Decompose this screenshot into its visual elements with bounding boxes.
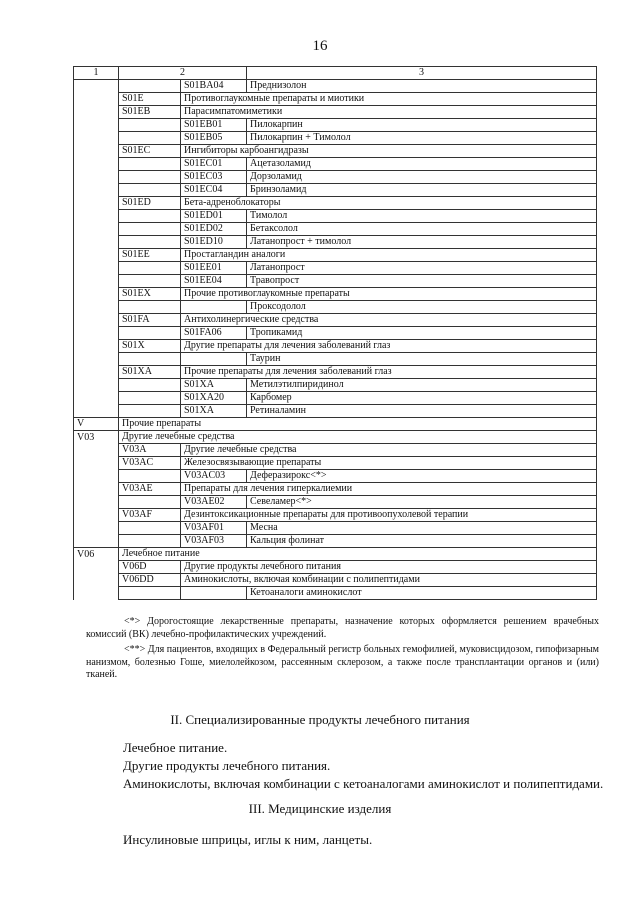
section-2-line: Лечебное питание. [123,740,228,755]
table-row [74,574,597,587]
cell-atc-code: V03AC03 [181,470,247,483]
cell-atc-code: S01ED10 [181,236,247,249]
cell-atc-code: S01EE01 [181,262,247,275]
cell-subgroup-name: Другие препараты для лечения заболеваний глаз [181,340,597,353]
cell-atc-code: S01ED01 [181,210,247,223]
cell-group-code [74,496,119,509]
cell-subgroup-code: V06DD [119,574,181,587]
cell-subgroup-code [119,80,181,93]
cell-group-code [74,353,119,366]
cell-subgroup-code [119,327,181,340]
cell-subgroup-code [119,236,181,249]
table-row [74,470,597,483]
section-2-line: Другие продукты лечебного питания. [123,758,331,773]
cell-group-code [74,522,119,535]
header-col-1: 1 [74,67,119,80]
cell-group-code [74,314,119,327]
cell-group-code [74,327,119,340]
table-row [74,535,597,548]
cell-group-code [74,249,119,262]
table-row [74,548,597,561]
cell-atc-code: S01EC04 [181,184,247,197]
cell-subgroup-name: Прочие препараты для лечения заболеваний глаз [181,366,597,379]
cell-subgroup-code: S01XA [119,366,181,379]
cell-group-code [74,171,119,184]
table-row [74,392,597,405]
cell-group-code [74,275,119,288]
cell-group-code [74,210,119,223]
table-row [74,145,597,158]
cell-group-code [74,366,119,379]
cell-drug-name: Проксодолол [247,301,597,314]
cell-group-code [74,509,119,522]
cell-subgroup-code [119,496,181,509]
cell-subgroup-code [119,301,181,314]
cell-group-name: Лечебное питание [119,548,597,561]
cell-subgroup-name: Парасимпатомиметики [181,106,597,119]
cell-atc-code: S01EC03 [181,171,247,184]
cell-subgroup-name: Простагландин аналоги [181,249,597,262]
cell-subgroup-code: V06D [119,561,181,574]
table-row [74,522,597,535]
cell-subgroup-code: V03AF [119,509,181,522]
cell-subgroup-code [119,158,181,171]
cell-group-code [74,262,119,275]
cell-atc-code: V03AF01 [181,522,247,535]
cell-subgroup-code [119,275,181,288]
cell-group-code [74,158,119,171]
footnotes [86,616,599,685]
cell-subgroup-code [119,522,181,535]
table-row [74,444,597,457]
page-number: 16 [312,38,328,54]
cell-group-code [74,132,119,145]
table-row [74,158,597,171]
cell-drug-name: Севеламер<*> [247,496,597,509]
table-row [74,80,597,93]
table-row [74,223,597,236]
section-2-title: II. Специализированные продукты лечебного питания [170,712,470,727]
cell-group-name: Другие лечебные средства [119,431,597,444]
table-row [74,418,597,431]
cell-subgroup-code [119,184,181,197]
cell-atc-code: S01EE04 [181,275,247,288]
section-2-line: Аминокислоты, включая комбинации с кетоаналогами аминокислот и полипептидами. [123,776,604,791]
cell-subgroup-code: V03AE [119,483,181,496]
cell-subgroup-code [119,379,181,392]
cell-group-code [74,301,119,314]
cell-group-code: V [74,418,119,431]
cell-drug-name: Метилэтилпиридинол [247,379,597,392]
cell-drug-name: Преднизолон [247,80,597,93]
cell-subgroup-name: Дезинтоксикационные препараты для противоопухолевой терапии [181,509,597,522]
cell-group-code [74,145,119,158]
cell-subgroup-code: S01EB [119,106,181,119]
table-row [74,132,597,145]
section-3-line: Инсулиновые шприцы, иглы к ним, ланцеты. [123,832,373,847]
cell-drug-name: Тимолол [247,210,597,223]
cell-group-code [74,470,119,483]
cell-drug-name: Пилокарпин [247,119,597,132]
cell-group-code [74,197,119,210]
table-row [74,405,597,418]
cell-drug-name: Таурин [247,353,597,366]
cell-atc-code: S01ED02 [181,223,247,236]
cell-subgroup-code: S01ED [119,197,181,210]
cell-atc-code: S01XA [181,379,247,392]
cell-subgroup-code [119,132,181,145]
cell-atc-code: S01FA06 [181,327,247,340]
cell-subgroup-name: Аминокислоты, включая комбинации с полипептидами [181,574,597,587]
cell-subgroup-code [119,392,181,405]
table-row [74,288,597,301]
cell-atc-code [181,301,247,314]
cell-atc-code: S01XA20 [181,392,247,405]
cell-subgroup-code [119,210,181,223]
cell-atc-code: S01XA [181,405,247,418]
header-col-2: 2 [119,67,247,80]
cell-subgroup-name: Бета-адреноблокаторы [181,197,597,210]
cell-subgroup-code: S01E [119,93,181,106]
cell-group-name: Прочие препараты [119,418,597,431]
cell-subgroup-code [119,171,181,184]
cell-drug-name: Месна [247,522,597,535]
cell-subgroup-name: Антихолинергические средства [181,314,597,327]
cell-drug-name: Кетоаналоги аминокислот [247,587,597,600]
section-3-title: III. Медицинские изделия [248,801,392,816]
cell-subgroup-code [119,262,181,275]
cell-group-code [74,119,119,132]
cell-subgroup-name: Прочие противоглаукомные препараты [181,288,597,301]
cell-subgroup-code [119,470,181,483]
table-row [74,184,597,197]
cell-subgroup-name: Препараты для лечения гиперкалиемии [181,483,597,496]
cell-drug-name: Латанопрост [247,262,597,275]
cell-drug-name: Деферазирокс<*> [247,470,597,483]
cell-subgroup-code: V03AC [119,457,181,470]
table-row [74,119,597,132]
drug-classification-table [73,66,597,600]
cell-atc-code: S01EB01 [181,119,247,132]
table-row [74,379,597,392]
cell-subgroup-code [119,587,181,600]
cell-drug-name: Кальция фолинат [247,535,597,548]
table-row [74,314,597,327]
cell-subgroup-code: S01EE [119,249,181,262]
cell-atc-code [181,353,247,366]
cell-drug-name: Ацетазоламид [247,158,597,171]
cell-group-code [74,340,119,353]
cell-subgroup-code: S01X [119,340,181,353]
table-row [74,509,597,522]
cell-drug-name: Бринзоламид [247,184,597,197]
cell-group-code [74,392,119,405]
table-row [74,496,597,509]
cell-subgroup-code [119,353,181,366]
cell-group-code [74,574,119,587]
header-col-3: 3 [247,67,597,80]
footnote-expensive-drugs: <*> Дорогостоящие лекарственные препараты, назначение которых оформляется решением врачебных комиссий (ВК) лечебно-профилактических учреждений. [86,616,599,640]
table-row [74,249,597,262]
cell-drug-name: Карбомер [247,392,597,405]
cell-group-code [74,444,119,457]
table-row [74,340,597,353]
cell-drug-name: Ретиналамин [247,405,597,418]
table-row [74,93,597,106]
cell-subgroup-code: S01EX [119,288,181,301]
cell-group-code [74,236,119,249]
table-row [74,327,597,340]
table-row [74,210,597,223]
cell-subgroup-code [119,223,181,236]
table-row [74,301,597,314]
cell-group-code [74,223,119,236]
cell-group-code [74,93,119,106]
table-row [74,431,597,444]
cell-subgroup-name: Другие лечебные средства [181,444,597,457]
cell-subgroup-code: S01EC [119,145,181,158]
table-row [74,262,597,275]
cell-group-code [74,561,119,574]
cell-drug-name: Пилокарпин + Тимолол [247,132,597,145]
table-row [74,353,597,366]
table-row [74,587,597,600]
cell-group-code: V06 [74,548,119,561]
cell-subgroup-name: Противоглаукомные препараты и миотики [181,93,597,106]
cell-atc-code: V03AF03 [181,535,247,548]
table-row [74,457,597,470]
table-row [74,171,597,184]
table-row [74,197,597,210]
cell-group-code [74,405,119,418]
cell-atc-code: V03AE02 [181,496,247,509]
cell-group-code [74,379,119,392]
cell-subgroup-code [119,119,181,132]
table-row [74,106,597,119]
cell-subgroup-code: S01FA [119,314,181,327]
cell-atc-code: S01EB05 [181,132,247,145]
cell-subgroup-code [119,405,181,418]
cell-group-code [74,457,119,470]
cell-subgroup-code [119,535,181,548]
table-header-row [74,67,597,80]
table-row [74,561,597,574]
table-row [74,236,597,249]
cell-group-code [74,483,119,496]
cell-group-code [74,535,119,548]
cell-group-code [74,106,119,119]
cell-subgroup-name: Другие продукты лечебного питания [181,561,597,574]
cell-group-code [74,80,119,93]
cell-group-code: V03 [74,431,119,444]
table-row [74,483,597,496]
cell-group-code [74,184,119,197]
cell-atc-code: S01EC01 [181,158,247,171]
cell-drug-name: Тропикамид [247,327,597,340]
cell-drug-name: Бетаксолол [247,223,597,236]
cell-subgroup-name: Железосвязывающие препараты [181,457,597,470]
cell-group-code [74,288,119,301]
footnote-federal-register: <**> Для пациентов, входящих в Федеральный регистр больных гемофилией, муковисцидозом, гипофизарным нанизмом, болезнью Гоше, миелолейкозом, рассеянным склерозом, а также после трансплантации органов и (или) тканей. [86,644,599,680]
cell-drug-name: Травопрост [247,275,597,288]
cell-drug-name: Дорзоламид [247,171,597,184]
cell-group-code [74,587,119,600]
table-row [74,275,597,288]
cell-subgroup-name: Ингибиторы карбоангидразы [181,145,597,158]
table-row [74,366,597,379]
cell-subgroup-code: V03A [119,444,181,457]
cell-drug-name: Латанопрост + тимолол [247,236,597,249]
cell-atc-code: S01BA04 [181,80,247,93]
cell-atc-code [181,587,247,600]
